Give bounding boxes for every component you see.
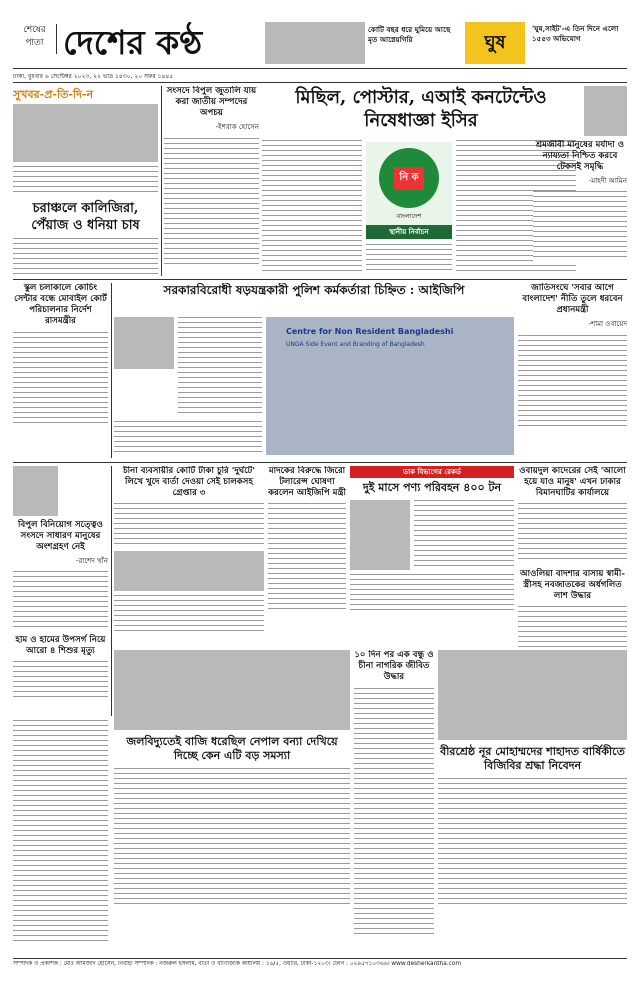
mid-left-body: [13, 332, 108, 427]
mid-center-event-photo: [266, 317, 514, 455]
banner-sub: UNGA Side Event and Branding of Bangladesh: [286, 341, 425, 348]
lower-c3-kicker: ডাক বিভাগের রেকর্ড: [350, 466, 514, 478]
mid-right: [518, 283, 627, 458]
right-portrait: [584, 86, 627, 136]
lower-c3: [350, 466, 514, 646]
lead-logo-text: নি ক: [394, 167, 423, 190]
lead-body-left: [262, 140, 362, 272]
lower-right-body: [518, 503, 627, 563]
lower-left-portrait: [13, 466, 58, 516]
promo-3[interactable]: 'ঘুষ,সাইট'-এ তিন দিনে এলো ১৫৫৩ অভিযোগ: [532, 24, 619, 43]
lower-c1-body-2: [114, 595, 264, 631]
lower-c3-body-2: [350, 574, 514, 614]
mid-center: [114, 283, 514, 458]
col2-top: [164, 86, 259, 276]
mid-center-police-image: [114, 317, 174, 369]
sukhobor-text: [13, 166, 158, 196]
sukhobor-title: সুখবর-প্র-তি-দি-ন: [13, 88, 94, 101]
dateline: ঢাকা, বুধবার ৬ সেপ্টেম্বর ২০২৩, ২২ ভাদ্র ১৪৩০, ২০ সফর ১৪৪৫: [13, 73, 174, 80]
masthead: [13, 22, 627, 84]
lead-logo-mark: [379, 148, 439, 208]
promo-1[interactable]: [265, 22, 460, 64]
lower-c3-image: [350, 500, 410, 570]
section-label: শেষের পাতা: [13, 24, 57, 54]
lead-logo: [366, 142, 452, 240]
promo-1-text: কোটি বছর ধরে ঘুমিয়ে আছে মৃত আগ্নেয়গিরি: [368, 25, 451, 44]
lead-logo-bottom: বাংলাদেশ: [396, 212, 422, 220]
mid-center-body-bottom: [114, 421, 262, 455]
col2-headline[interactable]: সংসদে বিপুল জুতালি যায় করা জাতীয় সম্পদের অপচয়: [166, 86, 257, 118]
mid-right-headline[interactable]: জাতিসংঘে 'সবার আগে বাংলাদেশ' নীতি তুলে ধরবেন প্রধানমন্ত্রী: [522, 283, 623, 315]
bottom-mid: [354, 650, 434, 955]
lower-left-author: -রাশেদ খাঁন: [76, 557, 108, 565]
col-divider-3: [111, 466, 112, 716]
mid-center-headline[interactable]: সরকারবিরোধী ষড়যন্ত্রকারী পুলিশ কর্মকর্তারা চিহ্নিত : আইজিপি: [163, 283, 465, 297]
bottom-right-body: [438, 778, 627, 908]
mid-right-author: -শামা ওবায়েদ: [588, 320, 627, 328]
lower-right-headline[interactable]: ওবায়দুল কাদেরের সেই 'আলো হয়ে যাও মানুষ' এখন ঢাকার বিমানঘাটির কার্যালয়ে: [519, 466, 626, 498]
lower-c1-image: [114, 551, 264, 591]
footer-rule: [13, 958, 627, 959]
bottom-right-headline[interactable]: বীরশ্রেষ্ঠ নূর মোহাম্মদের শাহাদত বার্ষিকীতে বিজিবির শ্রদ্ধা নিবেদন: [440, 745, 625, 772]
banner-text: Centre for Non Resident Bangladeshi: [286, 327, 454, 336]
footer-text: সম্পাদক ও প্রকাশক : মোঃ আমজাদ হোসেন, নির্বাহী সম্পাদক : নজরুল ইসলাম, বার্তা ও বাণিজ্যিক কার্যালয় : ১৬/৫, ওয়ারি, ঢাকা-১২০৩। ফোন : ০২৯৫৭১০৩৬৬। www.desherkantha.com: [13, 961, 462, 967]
lower-c1: [114, 466, 264, 646]
masthead-rule-2: [13, 82, 627, 83]
right-body: [533, 191, 627, 261]
bottom-left-headline[interactable]: জলবিদ্যুতেই বাজি ধরেছিল নেপাল বন্যা দেখিয়ে দিচ্ছে কেন এটি বড় সমস্যা: [126, 735, 338, 762]
masthead-rule: [13, 68, 627, 69]
bottom-left-flood-image: [114, 650, 350, 730]
lead-headline[interactable]: মিছিল, পোস্টার, এআই কনটেন্টেও নিষেধাজ্ঞা ইসির: [295, 87, 547, 131]
col-divider-1: [161, 86, 162, 276]
bottom-mid-body: [354, 688, 434, 938]
lower-left: [13, 466, 108, 716]
lower-c1-headline[interactable]: চীনা ব্যবসায়ীর কোটি টাকা চুরি 'দুর্ঘটে' লিখে খুদে বার্তা দেওয়া সেই চালকসহ গ্রেপ্তার ৩: [122, 466, 255, 498]
lead-body-mid: [366, 244, 452, 272]
bottom-mid-headline[interactable]: ১০ দিন পর এক বন্ধু ও চীনা নাগরিক জীবিত উদ্ধার: [354, 650, 434, 682]
lower-c2: [268, 466, 346, 646]
lower-left-body: [13, 571, 108, 631]
lower-c3-headline[interactable]: দুই মাসে পণ্য পরিবহন ৪০০ টন: [362, 481, 502, 494]
paper-name: দেশের কণ্ঠ: [63, 23, 203, 62]
lower-c3-body: [414, 500, 514, 570]
lower-c2-headline[interactable]: মাদকের বিরুদ্ধে জিরো টলারেন্স ঘোষণা করলেন আইজিপি মন্ত্রী: [268, 466, 346, 498]
lower-left-headline[interactable]: বিপুল বিনিয়োগ সত্ত্বেও সংসদে সাধারণ মানুষের অংশগ্রহণ নেই: [18, 520, 103, 552]
lower-right-headline-2[interactable]: আওলিয়া বাদশার বাসায় স্বামী-স্ত্রীসহ নবজাতকের অর্ধগলিত লাশ উদ্ধার: [520, 569, 625, 601]
section-rule-1: [13, 279, 627, 280]
col2-author: -ইশরাক হোসেন: [215, 123, 259, 131]
sukhobor-image: [13, 104, 158, 162]
sukhobor-body: [13, 238, 158, 276]
right-headline[interactable]: শ্রমজীবী মানুষের মর্যাদা ও ন্যায্যতা নিশ্চিত করবে টেকসই সমৃদ্ধি: [535, 140, 625, 172]
lower-left-body-2: [13, 661, 108, 701]
promo-1-image: [265, 22, 365, 64]
sukhobor-headline[interactable]: চরাঞ্চলে কালিজিরা, পেঁয়াজ ও ধনিয়া চাষ: [31, 201, 140, 233]
mid-left: [13, 283, 108, 458]
bottom-right: [438, 650, 627, 955]
promo-2-title: ঘুষ: [484, 32, 506, 53]
lower-c1-body: [114, 503, 264, 547]
lead-logo-caption: স্থানীয় নির্বাচন: [366, 225, 452, 239]
mid-left-headline[interactable]: স্কুল চলাকালে কোচিং সেন্টার বন্ধে মোবাইল কোর্ট পরিচালনার নির্দেশ রাসমন্ত্রীর: [14, 283, 107, 326]
promo-2[interactable]: [465, 22, 525, 64]
bottom-far-left: [13, 720, 108, 955]
right-author: -মাহদী আমিন: [588, 177, 627, 185]
mid-center-body-left: [178, 317, 262, 417]
bottom-right-image: [438, 650, 627, 740]
bottom-left: [114, 650, 350, 955]
section-rule-2: [13, 462, 627, 463]
sukhobor-box: [13, 86, 158, 276]
bottom-left-body: [114, 768, 350, 908]
lower-left-headline-2[interactable]: হাম ও হামের উপসর্গ নিয়ে আরো ৪ শিশুর মৃত্যু: [15, 635, 106, 656]
right-col-top-text: [533, 140, 627, 276]
col2-body: [164, 138, 259, 268]
bottom-far-left-body: [13, 720, 108, 945]
col-divider-2: [111, 283, 112, 458]
mid-right-body: [518, 335, 627, 430]
lower-c2-body: [268, 503, 346, 613]
